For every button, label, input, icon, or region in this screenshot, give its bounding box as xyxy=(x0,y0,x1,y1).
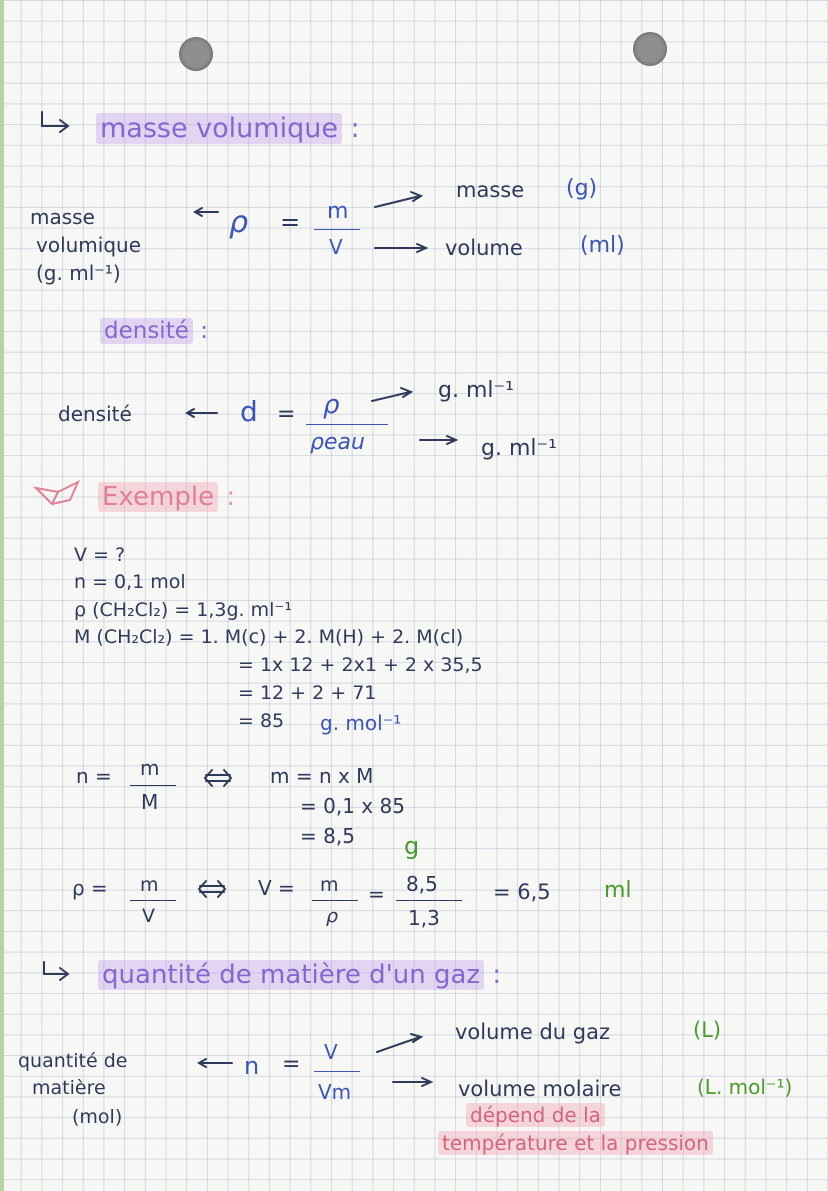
example-line-molar-mass: M (CH₂Cl₂) = 1. M(c) + 2. M(H) + 2. M(cl) xyxy=(74,626,464,648)
annotation-unit-lmol: (L. mol⁻¹) xyxy=(697,1075,793,1099)
equals-sign-2: = xyxy=(277,402,296,427)
annotation-unit-den: g. ml⁻¹ xyxy=(481,436,557,461)
example-line-volume: V = ? xyxy=(74,544,126,566)
section-title-masse-volumique: masse volumique : xyxy=(96,115,360,142)
label-quantite-de: quantité de xyxy=(18,1050,128,1072)
example-line-calc-1: = 1x 12 + 2x1 + 2 x 35,5 xyxy=(238,654,483,676)
value-numerator: 8,5 xyxy=(406,872,438,896)
annotation-unit-ml: (ml) xyxy=(580,233,625,258)
label-densite: densité xyxy=(58,402,132,426)
formula-n-den: M xyxy=(141,790,159,814)
note-temperature-pression: température et la pression xyxy=(438,1133,713,1153)
result-unit: ml xyxy=(604,878,632,903)
equals-sign: = xyxy=(280,208,301,236)
section-title-quantite-gaz: quantité de matière d'un gaz : xyxy=(98,962,501,988)
label-matiere: matière xyxy=(32,1077,106,1099)
formula-n-num: m xyxy=(140,756,160,780)
fraction-numerator-rho: ρ xyxy=(323,390,340,420)
symbol-n: n xyxy=(244,1052,260,1080)
fraction-bar-2 xyxy=(306,424,388,425)
example-line-density: ρ (CH₂Cl₂) = 1,3g. ml⁻¹ xyxy=(74,599,293,621)
calc-m-unit: g xyxy=(404,832,420,860)
annotation-volume: volume xyxy=(445,236,523,260)
annotation-unit-num: g. ml⁻¹ xyxy=(438,378,514,403)
equals-sign-4: = xyxy=(282,1052,301,1077)
label-volumique: volumique xyxy=(36,233,142,257)
note-depend: dépend de la xyxy=(466,1105,605,1125)
formula-n-equals: n = xyxy=(76,764,112,788)
fraction-bar-v xyxy=(312,900,358,901)
calc-m-line-3: = 8,5 xyxy=(300,824,355,848)
result-value: = 6,5 xyxy=(493,880,551,904)
label-masse-volumique: masse xyxy=(30,205,95,229)
formula-v-equals: V = xyxy=(258,876,295,900)
annotation-volume-gaz: volume du gaz xyxy=(455,1020,611,1044)
fraction-bar-n xyxy=(130,785,176,786)
formula-rho-equals: ρ = xyxy=(72,876,108,900)
annotation-unit-l: (L) xyxy=(693,1018,722,1042)
annotation-masse: masse xyxy=(456,178,525,202)
fraction-denominator-rho-eau: ρeau xyxy=(310,430,365,455)
equals-sign-3: = xyxy=(368,882,385,906)
label-unit-mol: (mol) xyxy=(72,1106,123,1128)
calc-m-line-1: m = n x M xyxy=(270,764,374,788)
example-title: Exemple : xyxy=(98,484,235,510)
annotation-volume-molaire: volume molaire xyxy=(458,1077,622,1101)
section-title-densite: densité : xyxy=(100,320,208,343)
value-denominator: 1,3 xyxy=(408,906,440,930)
example-line-calc-2: = 12 + 2 + 71 xyxy=(238,682,377,704)
example-line-calc-3: = 85 xyxy=(238,710,285,732)
formula-rho-num: m xyxy=(140,874,159,896)
fraction-numerator-v: V xyxy=(324,1040,338,1064)
fraction-numerator-m: m xyxy=(327,199,349,224)
formula-rho-den: V xyxy=(142,905,155,927)
fraction-denominator-vm: Vm xyxy=(318,1080,352,1104)
example-line-moles: n = 0,1 mol xyxy=(74,571,186,593)
symbol-d: d xyxy=(240,395,258,428)
calc-m-line-2: = 0,1 x 85 xyxy=(300,794,405,818)
fraction-bar-4 xyxy=(314,1071,360,1072)
annotation-unit-g: (g) xyxy=(566,176,598,201)
fraction-bar-rho xyxy=(130,900,176,901)
formula-v-den: ρ xyxy=(326,905,339,927)
symbol-rho: ρ xyxy=(229,205,249,240)
fraction-bar-values xyxy=(396,900,462,901)
example-molar-unit: g. mol⁻¹ xyxy=(320,711,402,735)
fraction-bar xyxy=(314,229,360,230)
formula-v-num: m xyxy=(320,874,339,896)
fraction-denominator-v: V xyxy=(329,235,343,259)
label-unit-gml: (g. ml⁻¹) xyxy=(36,261,121,285)
